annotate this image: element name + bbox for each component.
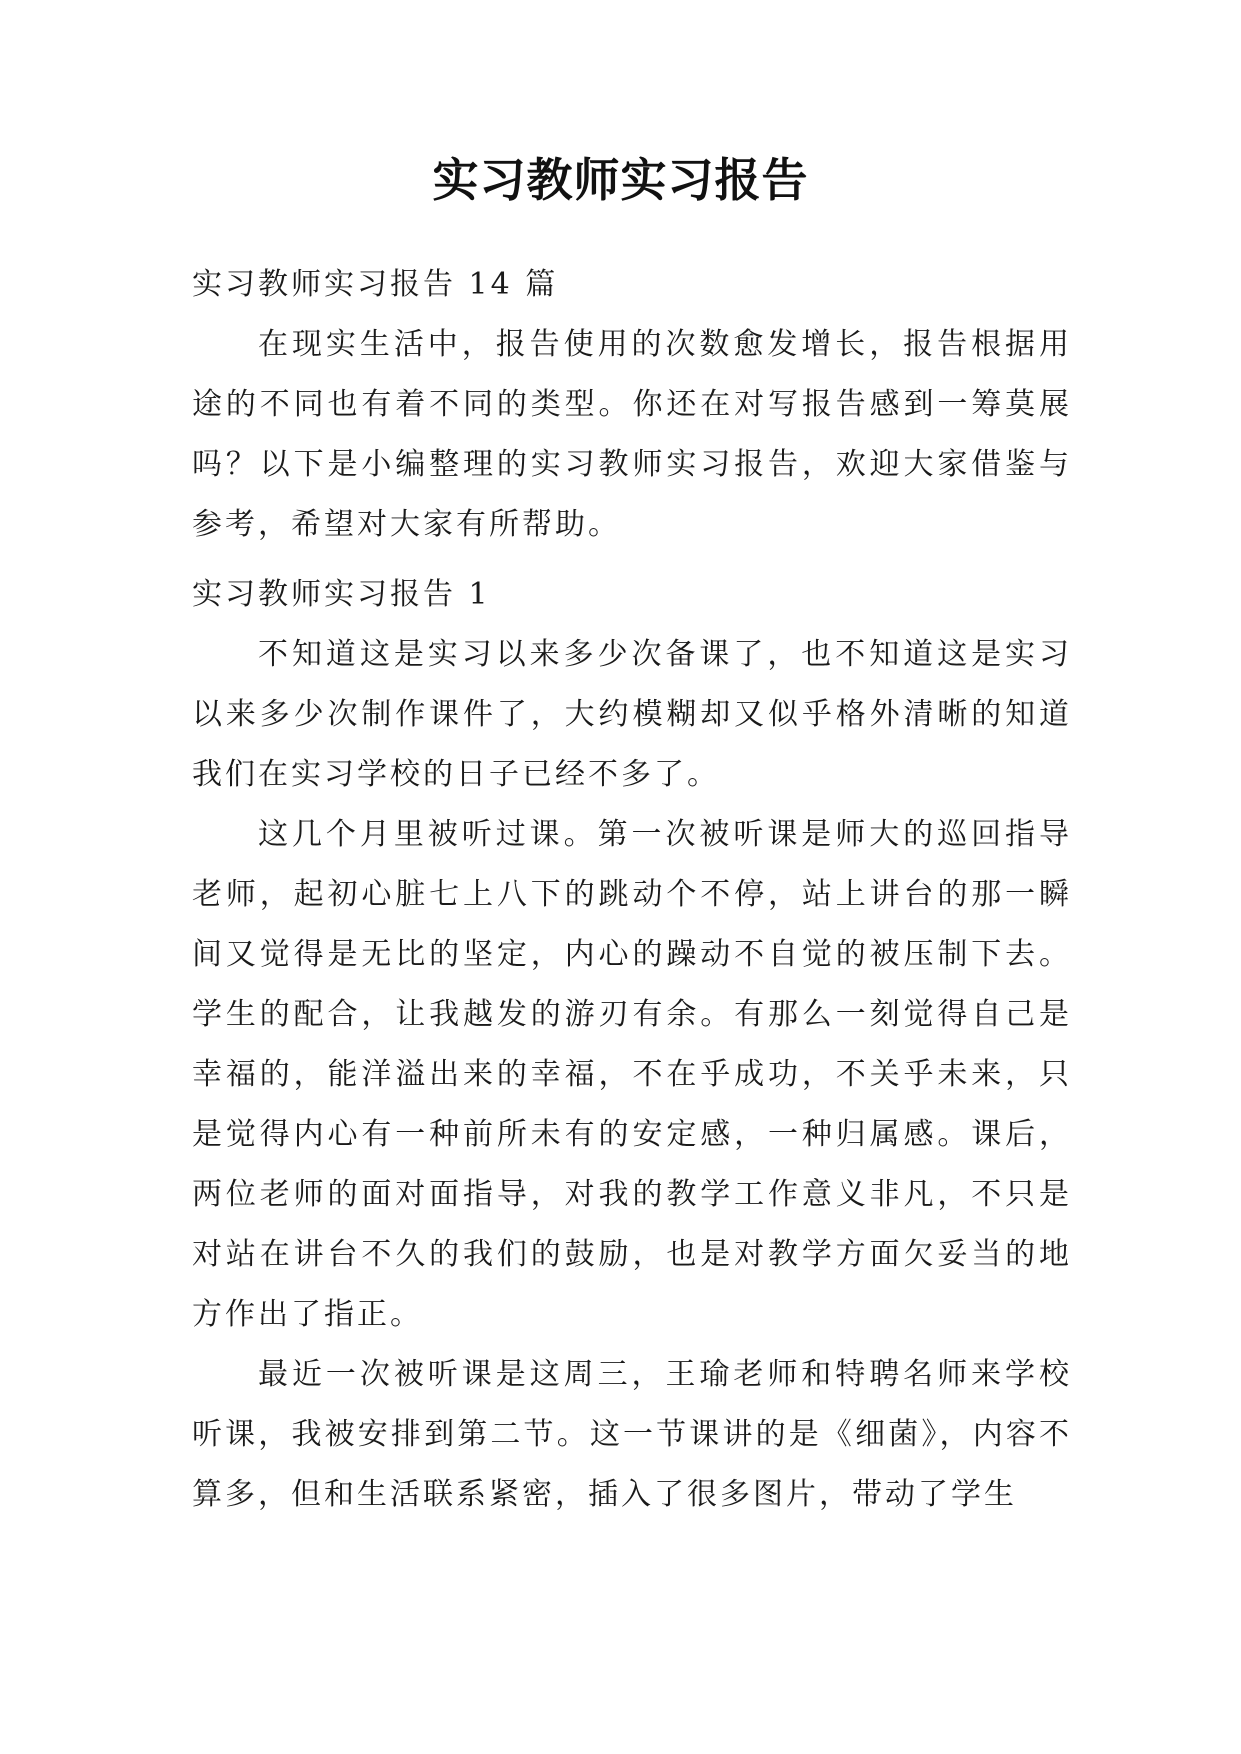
- intro-heading: 实习教师实习报告 14 篇: [192, 267, 559, 302]
- section-block: [192, 565, 1072, 1525]
- body-paragraph: 不知道这是实习以来多少次备课了，也不知道这是实习以来多少次制作课件了，大约模糊却又似乎格外清晰的知道我们在实习学校的日子已经不多了。: [192, 637, 1072, 792]
- body-paragraph: 这几个月里被听过课。第一次被听课是师大的巡回指导老师，起初心脏七上八下的跳动个不停，站上讲台的那一瞬间又觉得是无比的坚定，内心的躁动不自觉的被压制下去。学生的配合，让我越发的游刃有余。有那么一刻觉得自己是幸福的，能洋溢出来的幸福，不在乎成功，不关乎未来，只是觉得内心有一种前所未有的安定感，一种归属感。课后，两位老师的面对面指导，对我的教学工作意义非凡，不只是对站在讲台不久的我们的鼓励，也是对教学方面欠妥当的地方作出了指正。: [192, 817, 1072, 1332]
- intro-paragraph: 在现实生活中，报告使用的次数愈发增长，报告根据用途的不同也有着不同的类型。你还在对写报告感到一筹莫展吗？以下是小编整理的实习教师实习报告，欢迎大家借鉴与参考，希望对大家有所帮助。: [192, 327, 1072, 542]
- body-paragraph: 最近一次被听课是这周三，王瑜老师和特聘名师来学校听课，我被安排到第二节。这一节课讲的是《细菌》，内容不算多，但和生活联系紧密，插入了很多图片，带动了学生: [192, 1357, 1072, 1512]
- section-heading: 实习教师实习报告 1: [192, 577, 491, 612]
- document-title: 实习教师实习报告: [432, 153, 809, 207]
- intro-block: [192, 255, 1072, 555]
